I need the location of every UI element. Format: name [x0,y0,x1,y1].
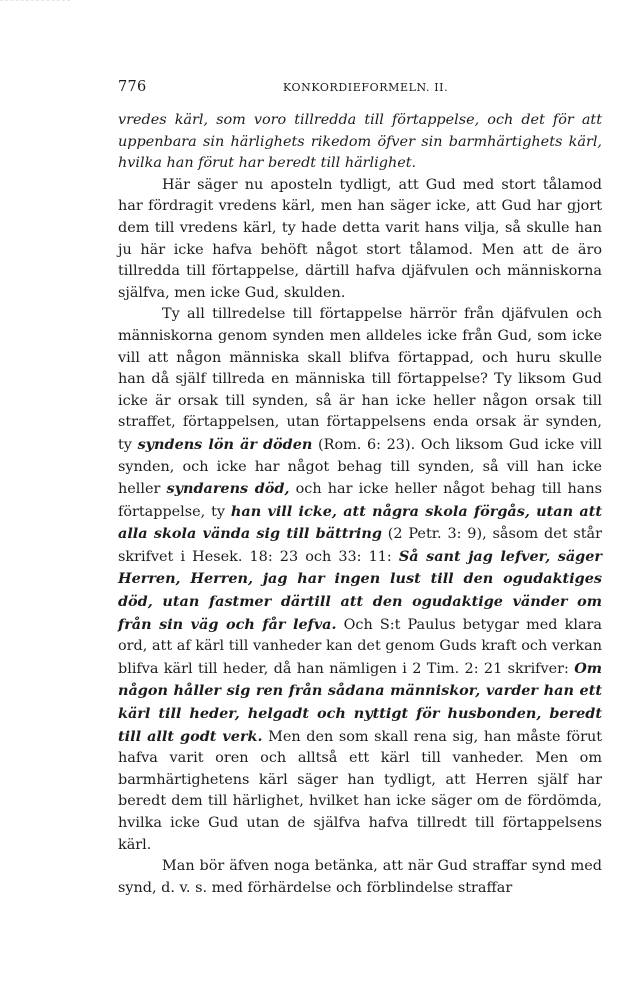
paragraph-p2 [118,175,602,305]
emphasized-text: syndens lön är döden [137,435,313,453]
paragraph-p4 [118,856,602,899]
text-run: Men den som skall rena sig, han måste förut hafva varit oren och alltså ett kärl till vanheder. Men om barmhärtighetens kärl säger han tydligt, att Herren själf har beredt dem till härlighet, hvilket han icke säger om de fördömda, hvilka icke Gud utan de själfva hafva tillredt till förtappelsens kärl. [118,728,602,853]
emphasized-text: Så sant jag lefver, säger Herren, Herren, jag har ingen lust till den ogudaktiges död, utan fastmer därtill att den ogudaktige vänder om från sin väg och får lefva. [118,547,602,633]
text-run: Här säger nu aposteln tydligt, att Gud med stort tålamod har fördragit vredens kärl, men han säger icke, att Gud har gjort dem till vredens kärl, ty hade detta varit hans vilja, så skulle han ju här icke hafva behöft något stort tålamod. Men att de äro tillredda till förtappelse, därtill hafva djäfvulen och människorna själfva, men icke Gud, skulden. [118,176,602,301]
running-title: KONKORDIEFORMELN. II. [283,81,449,94]
page-number: 776 [118,79,147,95]
body-text [118,110,602,899]
scan-edge-marks [0,0,70,5]
emphasized-text: syndarens död, [166,480,290,498]
text-run: (2 Petr. 3: 9), såsom det står skrifvet i Hesek. 18: 23 och 33: 11: [118,526,602,565]
paragraph-p1 [118,110,602,175]
emphasized-text: Om någon håller sig ren från sådana människor, varder han ett kärl till heder, helgadt och nyttigt för husbonden, beredt till allt godt verk. [118,659,602,745]
page-header [118,79,602,99]
text-run: och har icke heller något behag till hans förtappelse, ty [118,481,603,520]
paragraph-p3 [118,304,602,856]
text-run: (Rom. 6: 23). Och liksom Gud icke vill synden, och icke har något behag till synden, så vill han icke heller [118,436,602,498]
text-run: Ty all tillredelse till förtappelse härrör från djäfvulen och människorna genom synden men alldeles icke från Gud, som icke vill att någon människa skall blifva förtappad, och huru skulle han då själf tillreda en människa till förtappelse? Ty liksom Gud icke är orsak till synden, så är han icke heller någon orsak till straffet, förtappelsen, utan förtappelsens enda orsak är synden, ty [118,306,602,453]
emphasized-text: han vill icke, att några skola förgås, utan att alla skola vända sig till bättring [118,502,603,543]
text-run: Man bör äfven noga betänka, att när Gud straffar synd med synd, d. v. s. med förhärdelse och förblindelse straffar [118,858,602,896]
text-run: Och S:t Paulus betygar med klara ord, att af kärl till vanheder kan det genom Guds kraft och verkan blifva kärl till heder, då han nämligen i 2 Tim. 2: 21 skrifver: [118,616,602,677]
emphasized-text: vredes kärl, som voro tillredda till förtappelse, och det för att uppenbara sin härlighets rikedom öfver sin barmhärtighets kärl, hvilka han förut har beredt till härlighet. [118,112,602,172]
